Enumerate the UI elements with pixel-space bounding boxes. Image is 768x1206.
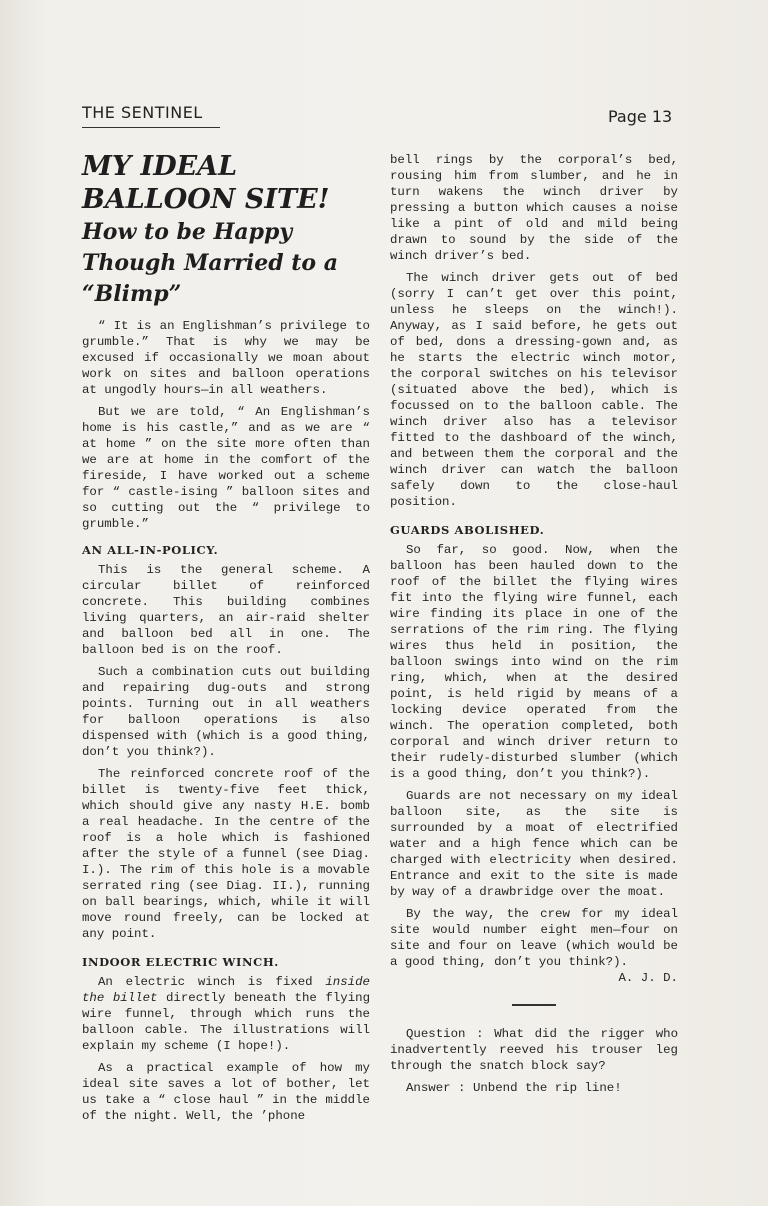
- right-column: [390, 152, 678, 1102]
- header-rule: [82, 127, 220, 128]
- body-paragraph-continued: bell rings by the corporal’s bed, rousing him from slumber, and he in turn wakens the winch driver by pressing a button which causes a noise like a pint of old and mild being drawn to sound by the side of the winch driver’s bed.: [390, 153, 678, 263]
- body-text: directly beneath the flying wire funnel, through which runs the balloon cable. The illustrations will explain my scheme (I hope!).: [82, 991, 370, 1053]
- body-paragraph: Guards are not necessary on my ideal balloon site, as the site is surrounded by a moat of electrified water and a high fence which can be charged with electricity when desired. Entrance and exit to the site is made by way of a drawbridge over the moat.: [390, 789, 678, 899]
- intro-paragraph: “ It is an Englishman’s privilege to grumble.” That is why we may be excused if occasionally we moan about work on sites and balloon operations at ungodly hours—in all weathers.: [82, 319, 370, 397]
- body-paragraph: As a practical example of how my ideal site saves a lot of bother, let us take a “ close haul ” in the middle of the night. Well, the ’phone: [82, 1061, 370, 1123]
- body-paragraph: The winch driver gets out of bed (sorry I can’t get over this point, unless he sleeps on the winch!). Anyway, as I said before, he gets out of bed, dons a dressing-gown and, as he starts the electric winch motor, the corporal switches on his televisor (situated above the bed), which is focussed on to the balloon cable. The winch driver also has a televisor fitted to the dashboard of the winch, and between them the corporal and the winch driver can watch the balloon safely down to the close-haul position.: [390, 271, 678, 509]
- riddle-question: [390, 1026, 678, 1074]
- body-paragraph: This is the general scheme. A circular billet of reinforced concrete. This building combines living quarters, an air-raid shelter and balloon bed all in one. The balloon bed is on the roof.: [82, 563, 370, 657]
- section-heading-all-in-policy: AN ALL-IN-POLICY.: [82, 543, 219, 557]
- question-text: What did the rigger who inadvertently reeved his trouser leg through the snatch block say?: [390, 1027, 679, 1073]
- body-paragraph: So far, so good. Now, when the balloon has been hauled down to the roof of the billet the flying wires fit into the flying wire funnel, each wire finding its place in one of the serrations of the rim ring. The flying wires thus held in position, the balloon swings into wind on the rim ring, which, when at the desired point, is held rigid by means of a locking device operated from the winch. The operation completed, both corporal and winch driver return to their rudely-disturbed slumber (which is a good thing, don’t you think?).: [390, 543, 678, 781]
- body-paragraph: The reinforced concrete roof of the billet is twenty-five feet thick, which should give any nasty H.E. bomb a real headache. In the centre of the roof is a hole which is fashioned after the style of a funnel (see Diag. I.). The rim of this hole is a movable serrated ring (see Diag. II.), running on ball bearings, which, while it will move round freely, can be locked at any point.: [82, 767, 370, 941]
- intro-paragraph: But we are told, “ An Englishman’s home is his castle,” and as we are “ at home ” on the site more often than we are at home in the comfort of the fireside, I have worked out a scheme for “ castle-ising ” balloon sites and so cutting out the “ privilege to grumble.”: [82, 405, 370, 531]
- body-text: An electric winch is fixed: [98, 975, 326, 989]
- answer-label: Answer :: [406, 1081, 466, 1095]
- article-subtitle: How to be Happy Though Married to a “Blimp”: [82, 219, 339, 307]
- emphasis-text: inside the billet: [82, 975, 370, 1005]
- section-heading-indoor-electric-winch: INDOOR ELECTRIC WINCH.: [82, 955, 279, 969]
- section-heading-guards-abolished: GUARDS ABOLISHED.: [390, 523, 545, 537]
- body-paragraph: [82, 974, 370, 1054]
- answer-text: Unbend the rip line!: [472, 1081, 622, 1095]
- body-paragraph: By the way, the crew for my ideal site would number eight men—four on site and four on leave (which would be a good thing, don’t you think?).: [390, 907, 678, 969]
- page-number: Page 13: [608, 107, 673, 126]
- author-signature: A. J. D.: [618, 971, 678, 985]
- body-paragraph: Such a combination cuts out building and repairing dug-outs and strong points. Turning out in all weathers for balloon operations is also dispensed with (which is a good thing, don’t you think?).: [82, 665, 370, 759]
- riddle-answer: [390, 1080, 678, 1096]
- publication-name: THE SENTINEL: [82, 103, 203, 122]
- section-divider: [512, 1004, 556, 1006]
- article-title: MY IDEAL BALLOON SITE!: [82, 151, 330, 215]
- left-column: [82, 318, 370, 1130]
- question-label: Question :: [406, 1027, 484, 1041]
